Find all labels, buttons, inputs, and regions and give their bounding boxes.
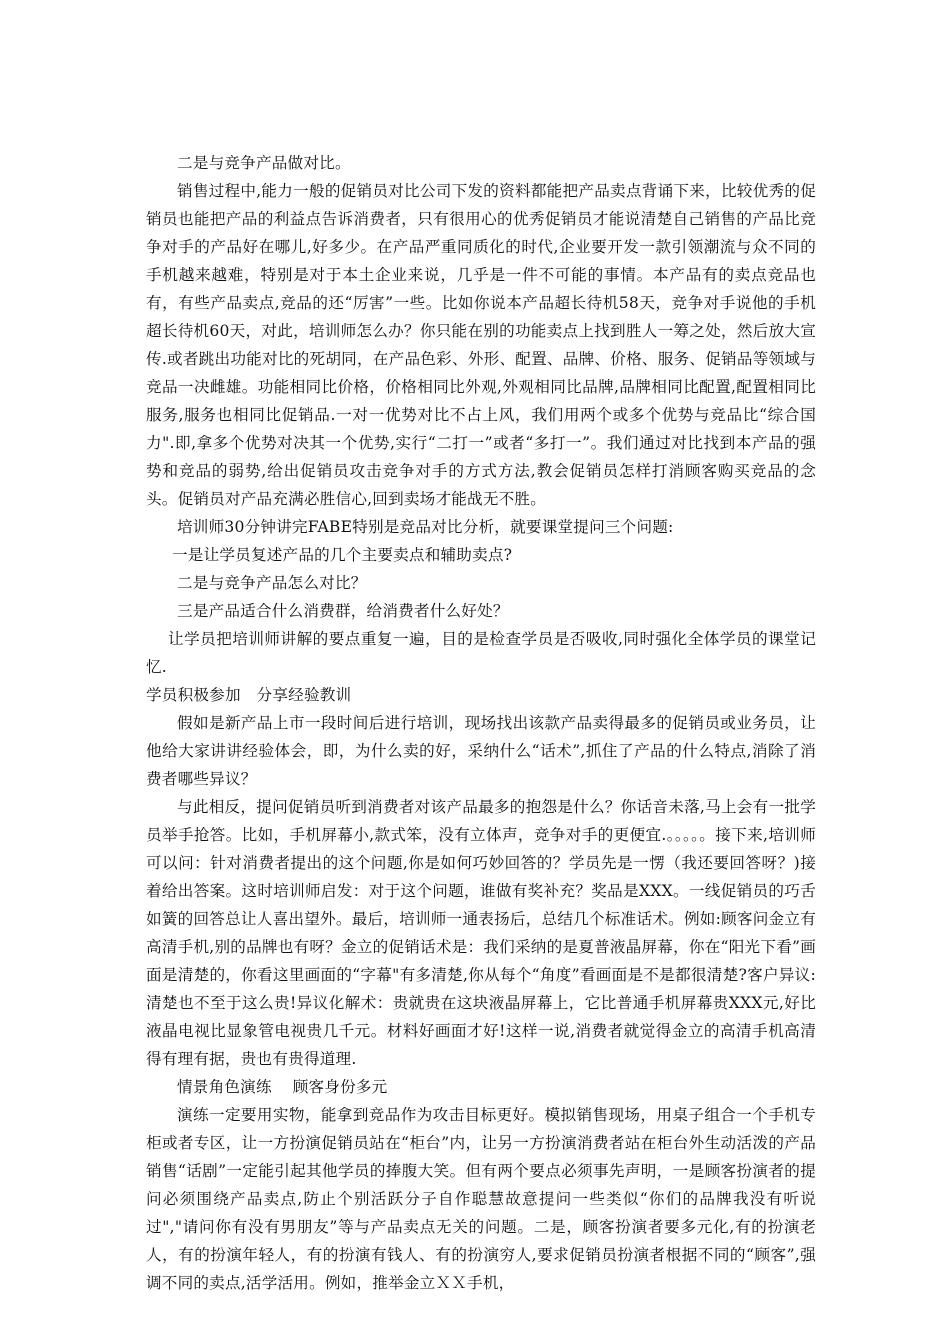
paragraph-customer-complaints: 与此相反，提问促销员听到消费者对该产品最多的抱怨是什么？你话音未落,马上会有一批学员举手抢答。比如，手机屏幕小,款式笨，没有立体声，竞争对手的更便宜.。。。。。接下来,培训师可以问：针对消费者提出的这个问题,你是如何巧妙回答的？学员先是一愣（我还要回答呀？)接着给出答案。这时培训师启发：对于这个问题，谁做有奖补充？奖品是XXX。一线促销员的巧舌如簧的回答总让人喜出望外。最后，培训师一通表扬后，总结几个标准话术。例如:顾客问金立有高清手机,别的品牌也有呀？金立的促销话术是：我们采纳的是夏普液晶屏幕，你在“阳光下看”画面是清楚的，你看这里画面的“字幕"有多清楚,你从每个“角度”看画面是不是都很清楚?客户异议:清楚也不至于这么贵!异议化解术：贵就贵在这块液晶屏幕上，它比普通手机屏幕贵XXX元,好比液晶电视比显象管电视贵几千元。材料好画面才好!这样一说,消费者就觉得金立的高清手机高清得有理有据，贵也有贵得道理. xyxy=(146,798,816,1068)
paragraph-new-product-training: 假如是新产品上市一段时间后进行培训，现场找出该款产品卖得最多的促销员或业务员，让他给大家讲讲经验体会，即，为什么卖的好，采纳什么“话术”,抓住了产品的什么特点,消除了消费者哪些异议？ xyxy=(146,714,816,788)
document-body xyxy=(146,149,816,1297)
paragraph-repeat-key-points: 让学员把培训师讲解的要点重复一遍，目的是检查学员是否吸收,同时强化全体学员的课堂记忆. xyxy=(146,630,816,676)
section-heading-role-play: 情景角色演练 顾客身份多元 xyxy=(177,1078,388,1096)
paragraph-role-play-practice: 演练一定要用实物，能拿到竞品作为攻击目标更好。模拟销售现场，用桌子组合一个手机专柜或者专区，让一方扮演促销员站在“柜台”内，让另一方扮演消费者站在柜台外生动活泼的产品销售“话剧”一定能引起其他学员的捧腹大笑。但有两个要点必须事先声明，一是顾客扮演者的提问必须围绕产品卖点,防止个别活跃分子自作聪慧故意提问一些类似“你们的品牌我没有听说过","请问你有没有男朋友”等与产品卖点无关的问题。二是，顾客扮演者要多元化,有的扮演老人，有的扮演年轻人，有的扮演有钱人、有的扮演穷人,要求促销员扮演者根据不同的“顾客”,强调不同的卖点,活学活用。例如，推举金立ＸＸ手机， xyxy=(146,1106,816,1292)
paragraph-question-one: 一是让学员复述产品的几个主要卖点和辅助卖点? xyxy=(172,546,513,564)
section-heading-share-experience: 学员积极参加 分享经验教训 xyxy=(146,686,352,704)
paragraph-question-two: 二是与竞争产品怎么对比？ xyxy=(177,574,367,592)
paragraph-competitor-comparison-heading: 二是与竞争产品做对比。 xyxy=(177,154,351,172)
paragraph-trainer-questions: 培训师30分钟讲完FABE特别是竞品对比分析，就要课堂提问三个问题: xyxy=(177,518,674,536)
paragraph-sales-process: 销售过程中,能力一般的促销员对比公司下发的资料都能把产品卖点背诵下来，比较优秀的促销员也能把产品的利益点告诉消费者，只有很用心的优秀促销员才能说清楚自己销售的产品比竞争对手的产品好在哪儿,好多少。在产品严重同质化的时代,企业要开发一款引领潮流与众不同的手机越来越难，特别是对于本土企业来说，几乎是一件不可能的事情。本产品有的卖点竞品也有，有些产品卖点,竞品的还“厉害”一些。比如你说本产品超长待机58天，竞争对手说他的手机超长待机60天，对此，培训师怎么办？你只能在别的功能卖点上找到胜人一筹之处，然后放大宣传.或者跳出功能对比的死胡同，在产品色彩、外形、配置、品牌、价格、服务、促销品等领域与竞品一决雌雄。功能相同比价格，价格相同比外观,外观相同比品牌,品牌相同比配置,配置相同比服务,服务也相同比促销品.一对一优势对比不占上风，我们用两个或多个优势与竞品比“综合国力".即,拿多个优势对决其一个优势,实行“二打一”或者“多打一”。我们通过对比找到本产品的强势和竞品的弱势,给出促销员攻击竞争对手的方式方法,教会促销员怎样打消顾客购买竞品的念头。促销员对产品充满必胜信心,回到卖场才能战无不胜。 xyxy=(146,182,816,508)
paragraph-question-three: 三是产品适合什么消费群，给消费者什么好处？ xyxy=(177,602,509,620)
